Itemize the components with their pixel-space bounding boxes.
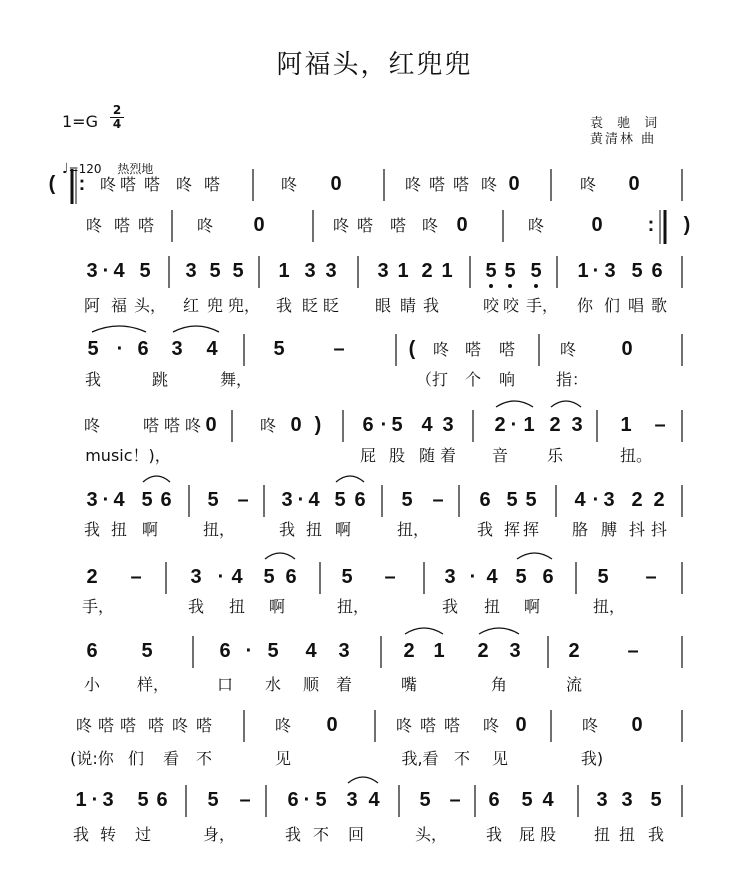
note: 5 bbox=[263, 566, 275, 588]
note: 1 bbox=[278, 260, 290, 282]
note: 5 bbox=[525, 489, 537, 511]
lyric: 跳 bbox=[151, 370, 169, 389]
lyric: 响 bbox=[498, 370, 516, 389]
lyric: 身， bbox=[202, 825, 236, 844]
tempo-value: =120 bbox=[68, 162, 102, 176]
note: 3 bbox=[509, 640, 521, 662]
note: ( bbox=[48, 173, 56, 195]
note: 咚 bbox=[280, 175, 298, 194]
lyric: 屁 bbox=[518, 825, 536, 844]
note: 咚 bbox=[83, 416, 101, 435]
composer-credit: 黄清林 曲 bbox=[590, 132, 657, 147]
note: 咚 bbox=[404, 175, 422, 194]
lyric: 音 bbox=[491, 446, 509, 465]
note: 咚 bbox=[421, 216, 439, 235]
lyricist-credit: 袁 驰 词 bbox=[590, 116, 663, 131]
note: 5 bbox=[137, 789, 149, 811]
note: 5 bbox=[87, 338, 99, 360]
note: 3 bbox=[86, 260, 98, 282]
note: 嗒 bbox=[143, 175, 161, 194]
lyric: 挥 bbox=[503, 520, 521, 539]
note: 0 bbox=[205, 414, 217, 436]
lyric: 水 bbox=[264, 675, 282, 694]
note: 1 bbox=[433, 640, 445, 662]
octave-dot bbox=[534, 284, 538, 288]
song-title: 阿福头，红兜兜 bbox=[276, 50, 473, 80]
lyric: 扭 bbox=[228, 597, 246, 616]
lyric: 我 bbox=[187, 597, 205, 616]
note: 4 bbox=[206, 338, 218, 360]
lyric: 红 bbox=[182, 296, 200, 315]
note: 嗒 bbox=[163, 416, 181, 435]
note: 嗒 bbox=[428, 175, 446, 194]
note: 5 bbox=[391, 414, 403, 436]
note: 3 bbox=[190, 566, 202, 588]
note: 咚 bbox=[184, 416, 202, 435]
lyric: 我) bbox=[580, 749, 604, 768]
lyric: 指： bbox=[555, 370, 589, 389]
lyric: 扭， bbox=[336, 597, 370, 616]
note: 3 bbox=[444, 566, 456, 588]
lyric: 们 bbox=[603, 296, 621, 315]
note: 4 bbox=[368, 789, 380, 811]
note: ( bbox=[408, 338, 416, 360]
lyric: 你 bbox=[576, 296, 594, 315]
note: 咚 bbox=[259, 416, 277, 435]
note: – bbox=[645, 566, 657, 588]
lyric: 我 bbox=[647, 825, 665, 844]
note: 0 bbox=[253, 214, 265, 236]
lyric: 见 bbox=[491, 749, 509, 768]
note: – bbox=[627, 640, 639, 662]
note: 咚 bbox=[480, 175, 498, 194]
slur bbox=[348, 777, 378, 783]
note: 2 bbox=[477, 640, 489, 662]
note: 嗒 bbox=[142, 416, 160, 435]
note: 3 bbox=[281, 489, 293, 511]
lyric: 嘴 bbox=[400, 675, 418, 694]
note: 5 bbox=[504, 260, 516, 282]
note: · bbox=[116, 338, 124, 360]
note: – bbox=[384, 566, 396, 588]
note: 1 bbox=[620, 414, 632, 436]
slur bbox=[517, 553, 552, 559]
slur bbox=[92, 326, 146, 332]
note: 6 bbox=[219, 640, 231, 662]
note: 咚 bbox=[395, 716, 413, 735]
lyric: 随 bbox=[418, 446, 436, 465]
time-signature-bottom: 4 bbox=[112, 117, 122, 131]
note: 3 bbox=[86, 489, 98, 511]
lyric: 着 bbox=[335, 675, 353, 694]
lyric: 我 bbox=[476, 520, 494, 539]
note: 咚 bbox=[482, 716, 500, 735]
lyric: 抖 bbox=[650, 520, 668, 539]
lyric: （打 bbox=[415, 370, 449, 389]
note: 嗒 bbox=[452, 175, 470, 194]
note: 3 bbox=[571, 414, 583, 436]
lyric: 我,看 bbox=[401, 749, 439, 768]
note: 2 bbox=[653, 489, 665, 511]
lyric: 着 bbox=[439, 446, 457, 465]
lyric: 抖 bbox=[628, 520, 646, 539]
note: 3 bbox=[171, 338, 183, 360]
lyric: 眨 bbox=[322, 296, 340, 315]
note: 1 bbox=[523, 414, 535, 436]
lyric: 手， bbox=[525, 296, 559, 315]
lyric: 兜 bbox=[206, 296, 224, 315]
note: 3 bbox=[603, 489, 615, 511]
slur bbox=[336, 476, 364, 482]
note: · bbox=[303, 789, 311, 811]
note: 嗒 bbox=[97, 716, 115, 735]
slur bbox=[173, 326, 219, 332]
note: 咚 bbox=[175, 175, 193, 194]
note: 0 bbox=[326, 714, 338, 736]
note: 嗒 bbox=[195, 716, 213, 735]
octave-dot bbox=[508, 284, 512, 288]
note: · bbox=[297, 489, 305, 511]
note: 嗒 bbox=[498, 340, 516, 359]
lyric: 我 bbox=[278, 520, 296, 539]
note: 4 bbox=[231, 566, 243, 588]
note: 6 bbox=[156, 789, 168, 811]
lyric: 福 bbox=[110, 296, 128, 315]
note: 1 bbox=[75, 789, 87, 811]
lyric: 胳 bbox=[571, 520, 589, 539]
note: 6 bbox=[287, 789, 299, 811]
lyric: 歌 bbox=[650, 296, 668, 315]
note: 嗒 bbox=[119, 716, 137, 735]
note: – bbox=[449, 789, 461, 811]
note: 咚 bbox=[274, 716, 292, 735]
note: · bbox=[510, 414, 518, 436]
note: 5 bbox=[267, 640, 279, 662]
lyric: 扭， bbox=[202, 520, 236, 539]
note: – bbox=[239, 789, 251, 811]
lyric: 乐 bbox=[546, 446, 564, 465]
note: 5 bbox=[597, 566, 609, 588]
lyric: 啊 bbox=[268, 597, 286, 616]
lyric: 我 bbox=[441, 597, 459, 616]
lyric: 睛 bbox=[399, 296, 417, 315]
lyric: 我 bbox=[284, 825, 302, 844]
note: 2 bbox=[421, 260, 433, 282]
note: 5 bbox=[232, 260, 244, 282]
note: 6 bbox=[488, 789, 500, 811]
lyric: 扭 bbox=[593, 825, 611, 844]
note: 3 bbox=[304, 260, 316, 282]
note: : bbox=[647, 214, 655, 236]
slur bbox=[265, 553, 295, 559]
note: ) bbox=[683, 214, 691, 236]
lyric: 手， bbox=[81, 597, 115, 616]
note: 5 bbox=[207, 489, 219, 511]
note: 3 bbox=[346, 789, 358, 811]
note: 3 bbox=[102, 789, 114, 811]
note: 3 bbox=[325, 260, 337, 282]
slur bbox=[405, 628, 443, 634]
note: 咚 bbox=[559, 340, 577, 359]
lyric: 头， bbox=[133, 296, 167, 315]
lyric: 咬 bbox=[482, 296, 500, 315]
note: 3 bbox=[185, 260, 197, 282]
note: 咚 bbox=[99, 175, 117, 194]
note: 5 bbox=[139, 260, 151, 282]
note: 咚 bbox=[85, 216, 103, 235]
note: 嗒 bbox=[113, 216, 131, 235]
lyric: 不 bbox=[195, 749, 213, 768]
note: 5 bbox=[315, 789, 327, 811]
note: 嗒 bbox=[137, 216, 155, 235]
note: 0 bbox=[515, 714, 527, 736]
lyric: 过 bbox=[134, 825, 152, 844]
lyric: 扭。 bbox=[619, 446, 653, 465]
note: 6 bbox=[86, 640, 98, 662]
note: 咚 bbox=[432, 340, 450, 359]
lyric: 眼 bbox=[374, 296, 392, 315]
key-signature: 1=G bbox=[62, 112, 98, 131]
note: 0 bbox=[456, 214, 468, 236]
note: 嗒 bbox=[203, 175, 221, 194]
lyric: 角 bbox=[490, 675, 508, 694]
note: 6 bbox=[285, 566, 297, 588]
lyric: 我 bbox=[485, 825, 503, 844]
lyric: 们 bbox=[127, 749, 145, 768]
note: 2 bbox=[86, 566, 98, 588]
note: 6 bbox=[354, 489, 366, 511]
note: 6 bbox=[651, 260, 663, 282]
lyric: 小 bbox=[83, 675, 101, 694]
note: – bbox=[130, 566, 142, 588]
note: 咚 bbox=[75, 716, 93, 735]
note: 2 bbox=[494, 414, 506, 436]
note: 嗒 bbox=[389, 216, 407, 235]
note: – bbox=[654, 414, 666, 436]
note: 0 bbox=[631, 714, 643, 736]
note: 5 bbox=[273, 338, 285, 360]
tempo-expression: 热烈地 bbox=[117, 162, 154, 176]
lyric: 我 bbox=[72, 825, 90, 844]
slur bbox=[143, 476, 170, 482]
note: 咚 bbox=[332, 216, 350, 235]
note: ) bbox=[314, 414, 322, 436]
lyric: 样， bbox=[136, 675, 170, 694]
lyric: 头， bbox=[414, 825, 448, 844]
lyric: 啊 bbox=[334, 520, 352, 539]
note: 咚 bbox=[581, 716, 599, 735]
lyric: 我 bbox=[275, 296, 293, 315]
note: 2 bbox=[403, 640, 415, 662]
note: 2 bbox=[549, 414, 561, 436]
note: 5 bbox=[341, 566, 353, 588]
note: 5 bbox=[209, 260, 221, 282]
note: 3 bbox=[604, 260, 616, 282]
note: 5 bbox=[521, 789, 533, 811]
note: 5 bbox=[631, 260, 643, 282]
lyric: 个 bbox=[464, 370, 482, 389]
lyric: 不 bbox=[312, 825, 330, 844]
lyric: 口 bbox=[216, 675, 234, 694]
lyric: 啊 bbox=[141, 520, 159, 539]
lyric: 转 bbox=[99, 825, 117, 844]
note: · bbox=[102, 489, 110, 511]
note: 0 bbox=[621, 338, 633, 360]
lyric: 顺 bbox=[302, 675, 320, 694]
note: 咚 bbox=[579, 175, 597, 194]
note: 0 bbox=[330, 173, 342, 195]
lyric: 股 bbox=[539, 825, 557, 844]
time-signature-top: 2 bbox=[110, 104, 124, 118]
note: 4 bbox=[113, 489, 125, 511]
lyric: 股 bbox=[388, 446, 406, 465]
lyric: 我 bbox=[84, 370, 102, 389]
lyric: 阿 bbox=[83, 296, 101, 315]
note: 咚 bbox=[171, 716, 189, 735]
note: · bbox=[380, 414, 388, 436]
slur bbox=[551, 401, 581, 407]
lyric: 扭 bbox=[618, 825, 636, 844]
lyric: 挥 bbox=[522, 520, 540, 539]
lyric: 舞， bbox=[219, 370, 253, 389]
lyric: 我 bbox=[83, 520, 101, 539]
note: 1 bbox=[397, 260, 409, 282]
note: 5 bbox=[141, 489, 153, 511]
note: · bbox=[245, 640, 253, 662]
lyric: 屁 bbox=[359, 446, 377, 465]
lyric: 扭， bbox=[396, 520, 430, 539]
lyric: 我 bbox=[422, 296, 440, 315]
note: 1 bbox=[577, 260, 589, 282]
note: · bbox=[91, 789, 99, 811]
note: 4 bbox=[574, 489, 586, 511]
note: 6 bbox=[479, 489, 491, 511]
note: 1 bbox=[441, 260, 453, 282]
note: · bbox=[592, 489, 600, 511]
note: – bbox=[237, 489, 249, 511]
note: 5 bbox=[141, 640, 153, 662]
octave-dot bbox=[489, 284, 493, 288]
lyric: 不 bbox=[453, 749, 471, 768]
note: 0 bbox=[591, 214, 603, 236]
note: 嗒 bbox=[443, 716, 461, 735]
lyric: 见 bbox=[274, 749, 292, 768]
quarter-note-icon: ♩ bbox=[62, 161, 69, 177]
note: 6 bbox=[542, 566, 554, 588]
note: · bbox=[469, 566, 477, 588]
note: 2 bbox=[568, 640, 580, 662]
note: 5 bbox=[207, 789, 219, 811]
lyric: music！)， bbox=[85, 446, 171, 465]
note: 嗒 bbox=[356, 216, 374, 235]
note: 0 bbox=[628, 173, 640, 195]
note: 3 bbox=[377, 260, 389, 282]
lyric: 咬 bbox=[502, 296, 520, 315]
note: 咚 bbox=[527, 216, 545, 235]
note: : bbox=[78, 173, 86, 195]
lyric: 啊 bbox=[523, 597, 541, 616]
lyric: 眨 bbox=[301, 296, 319, 315]
note: 4 bbox=[308, 489, 320, 511]
note: 3 bbox=[442, 414, 454, 436]
note: 5 bbox=[419, 789, 431, 811]
note: 3 bbox=[338, 640, 350, 662]
lyric: 扭 bbox=[305, 520, 323, 539]
note: 6 bbox=[362, 414, 374, 436]
lyric: 兜， bbox=[227, 296, 261, 315]
note: 4 bbox=[486, 566, 498, 588]
note: · bbox=[592, 260, 600, 282]
note: 4 bbox=[421, 414, 433, 436]
slur bbox=[479, 628, 519, 634]
note: 2 bbox=[631, 489, 643, 511]
lyric: 流 bbox=[565, 675, 583, 694]
lyric: 回 bbox=[347, 825, 365, 844]
note: 嗒 bbox=[147, 716, 165, 735]
note: 嗒 bbox=[464, 340, 482, 359]
lyric: 唱 bbox=[627, 296, 645, 315]
note: 0 bbox=[508, 173, 520, 195]
lyric: 扭 bbox=[110, 520, 128, 539]
lyric: (说:你 bbox=[70, 749, 114, 768]
note: 3 bbox=[596, 789, 608, 811]
note: 4 bbox=[113, 260, 125, 282]
lyric: 看 bbox=[162, 749, 180, 768]
note: 5 bbox=[515, 566, 527, 588]
lyric: 扭， bbox=[592, 597, 626, 616]
note: 4 bbox=[305, 640, 317, 662]
slur bbox=[496, 401, 533, 407]
note: 3 bbox=[621, 789, 633, 811]
note: 5 bbox=[334, 489, 346, 511]
note: 6 bbox=[137, 338, 149, 360]
note: 咚 bbox=[196, 216, 214, 235]
note: · bbox=[217, 566, 225, 588]
lyric: 扭 bbox=[483, 597, 501, 616]
lyric: 膊 bbox=[600, 520, 618, 539]
note: 5 bbox=[506, 489, 518, 511]
note: · bbox=[102, 260, 110, 282]
note: – bbox=[432, 489, 444, 511]
note: 5 bbox=[530, 260, 542, 282]
note: 5 bbox=[485, 260, 497, 282]
note: 0 bbox=[290, 414, 302, 436]
note: 6 bbox=[160, 489, 172, 511]
note: 嗒 bbox=[119, 175, 137, 194]
note: – bbox=[333, 338, 345, 360]
note: 5 bbox=[401, 489, 413, 511]
note: 嗒 bbox=[419, 716, 437, 735]
note: 5 bbox=[650, 789, 662, 811]
note: 4 bbox=[542, 789, 554, 811]
